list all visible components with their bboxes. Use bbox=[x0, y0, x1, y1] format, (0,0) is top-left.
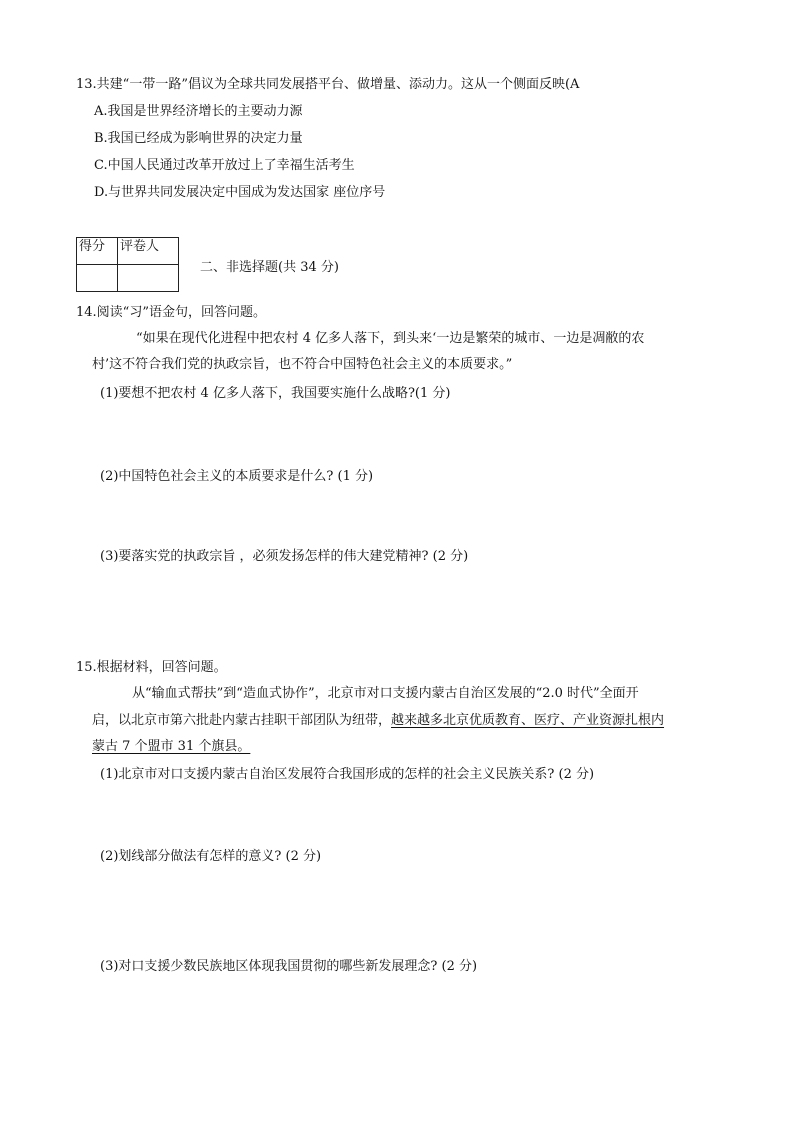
material-plain-text: 启，以北京市第六批赴内蒙古挂职干部团队为纽带， bbox=[92, 713, 392, 728]
question-15-sub-2: (2)划线部分做法有怎样的意义? (2 分) bbox=[100, 849, 322, 864]
grader-header: 评卷人 bbox=[118, 238, 179, 265]
material-underlined-text: 越来越多北京优质教育、医疗、产业资源扎根内 bbox=[391, 713, 665, 728]
question-15-material-line-3: 蒙古 7 个盟市 31 个旗县。 bbox=[92, 739, 251, 754]
score-table bbox=[76, 237, 179, 292]
question-14-sub-3: (3)要落实党的执政宗旨 ，必须发扬怎样的伟大建党精神? (2 分) bbox=[100, 549, 469, 564]
question-13-option-a: A.我国是世界经济增长的主要动力源 bbox=[94, 104, 303, 119]
grader-cell bbox=[118, 265, 179, 292]
question-13-option-b: B.我国已经成为影响世界的决定力量 bbox=[94, 131, 303, 146]
question-14-stem: 14.阅读“习”语金句，回答问题。 bbox=[76, 305, 266, 320]
section-title: 二、非选择题(共 34 分) bbox=[200, 260, 339, 275]
question-15-material-line-2 bbox=[92, 712, 664, 730]
question-14-quote-line-2: 村’这不符合我们党的执政宗旨，也不符合中国特色社会主义的本质要求。” bbox=[92, 357, 513, 372]
question-15-sub-1: (1)北京市对口支援内蒙古自治区发展符合我国形成的怎样的社会主义民族关系? (2 分) bbox=[100, 767, 595, 782]
question-15-material-line-1: 从“输血式帮扶”到“造血式协作”，北京市对口支援内蒙古自治区发展的“2.0 时代”全面开 bbox=[132, 686, 639, 701]
question-15-stem: 15.根据材料，回答问题。 bbox=[76, 660, 227, 675]
question-14-sub-2: (2)中国特色社会主义的本质要求是什么? (1 分) bbox=[100, 469, 374, 484]
score-cell bbox=[77, 265, 118, 292]
score-header: 得分 bbox=[77, 238, 118, 265]
question-14-sub-1: (1)要想不把农村 4 亿多人落下，我国要实施什么战略?(1 分) bbox=[100, 386, 451, 401]
question-13-option-d: D.与世界共同发展决定中国成为发达国家 座位序号 bbox=[94, 185, 386, 200]
question-15-sub-3: (3)对口支援少数民族地区体现我国贯彻的哪些新发展理念? (2 分) bbox=[100, 959, 478, 974]
question-13-option-c: C.中国人民通过改革开放过上了幸福生活考生 bbox=[94, 158, 355, 173]
question-14-quote-line-1: “如果在现代化进程中把农村 4 亿多人落下，到头来‘一边是繁荣的城市、一边是凋敝的农 bbox=[136, 331, 645, 346]
question-13-stem: 13.共建“一带一路”倡议为全球共同发展搭平台、做增量、添动力。这从一个侧面反映(A bbox=[76, 77, 580, 92]
